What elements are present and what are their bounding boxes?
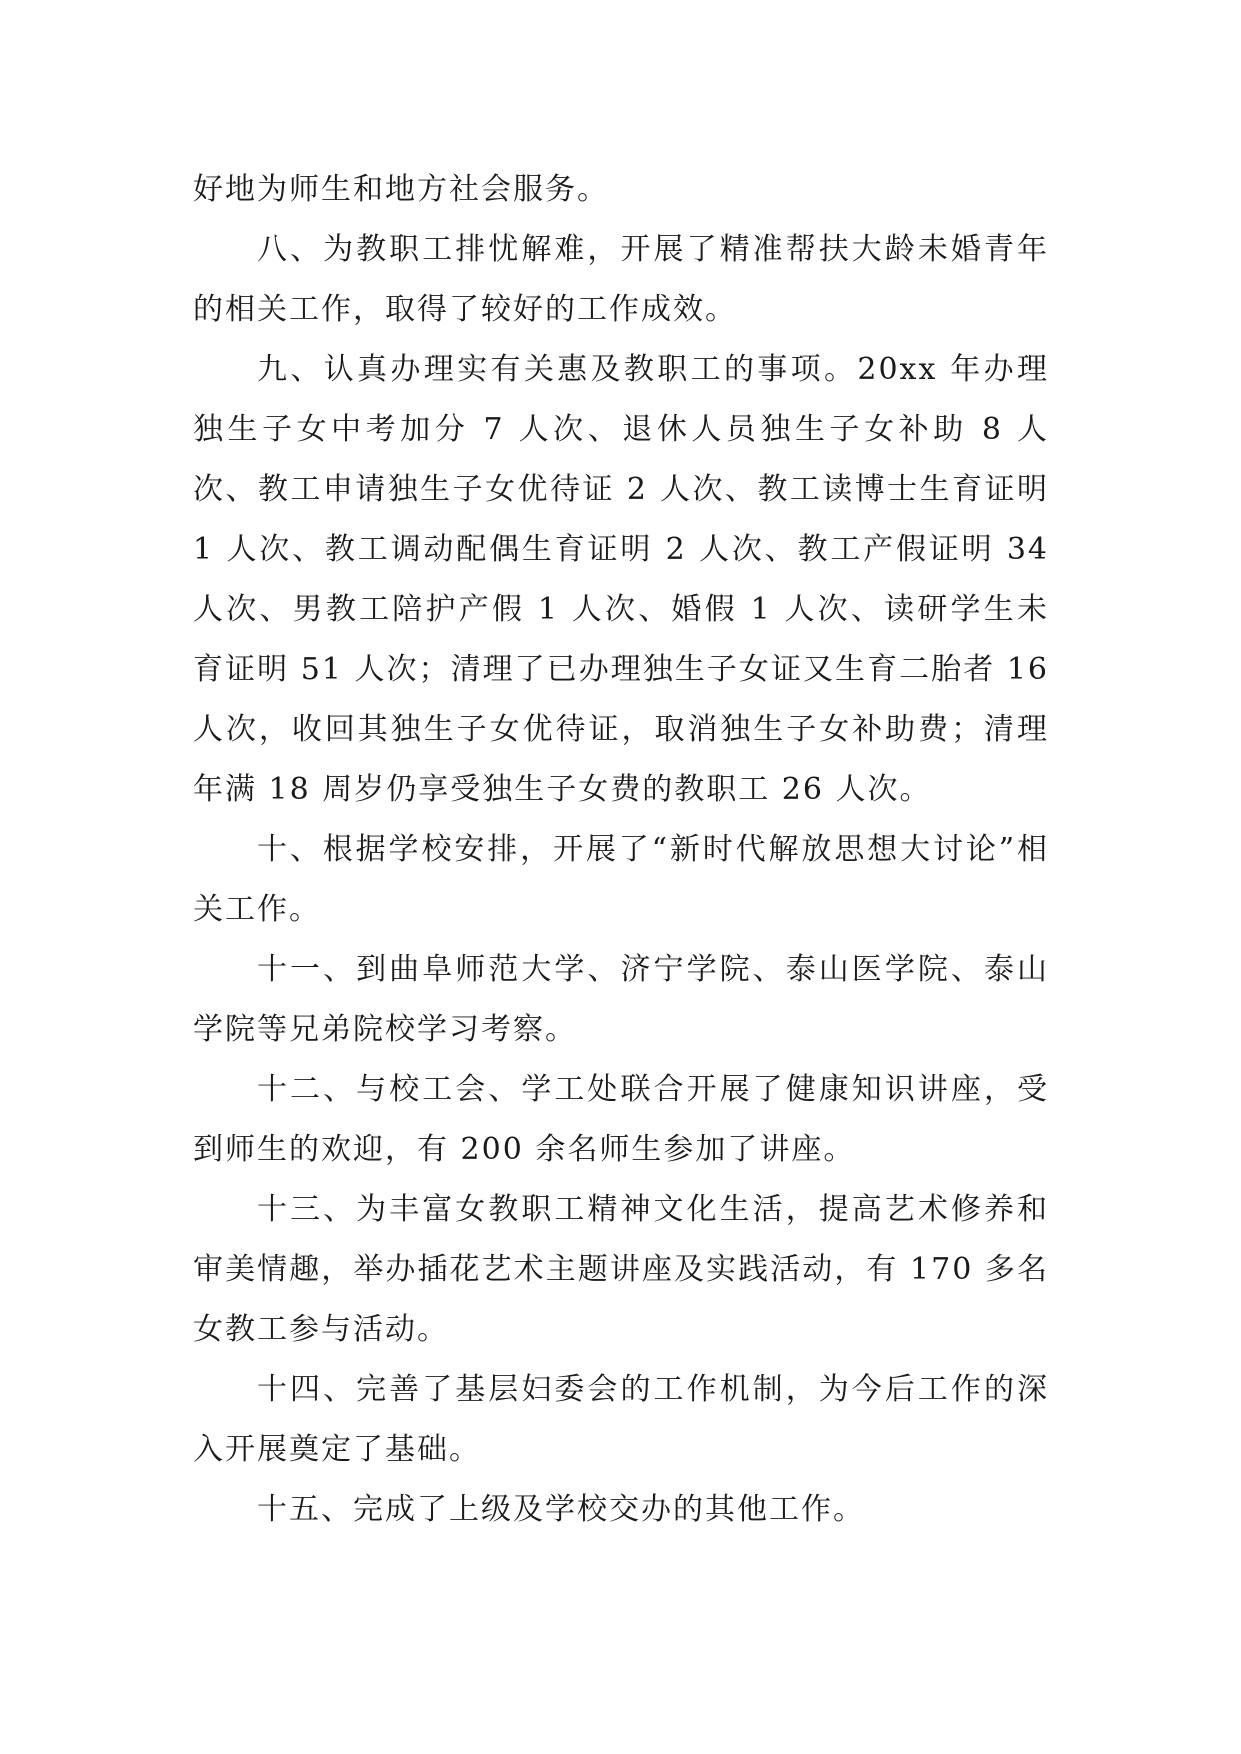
- paragraph-item-15: 十五、完成了上级及学校交办的其他工作。: [257, 1492, 865, 1527]
- paragraph-item-13: 十三、为丰富女教职工精神文化生活，提高艺术修养和审美情趣，举办插花艺术主题讲座及实践活动，有 170 多名女教工参与活动。: [193, 1192, 1049, 1347]
- paragraph-item-10: 十、根据学校安排，开展了“新时代解放思想大讨论”相关工作。: [193, 832, 1049, 927]
- paragraph-item-9: 九、认真办理实有关惠及教职工的事项。20xx 年办理独生子女中考加分 7 人次、退休人员独生子女补助 8 人次、教工申请独生子女优待证 2 人次、教工读博士生育证明 1 人次、教工调动配偶生育证明 2 人次、教工产假证明 34 人次、男教工陪护产假 1 人次、婚假 1 人次、读研学生未育证明 51 人次；清理了已办理独生子女证又生育二胎者 16 人次，收回其独生子女优待证，取消独生子女补助费；清理年满 18 周岁仍享受独生子女费的教职工 26 人次。: [193, 352, 1049, 807]
- paragraph-continuation: 好地为师生和地方社会服务。: [193, 172, 609, 207]
- paragraph-item-14: 十四、完善了基层妇委会的工作机制，为今后工作的深入开展奠定了基础。: [193, 1372, 1049, 1467]
- paragraph-item-8: 八、为教职工排忧解难，开展了精准帮扶大龄未婚青年的相关工作，取得了较好的工作成效。: [193, 232, 1049, 327]
- paragraph-item-12: 十二、与校工会、学工处联合开展了健康知识讲座，受到师生的欢迎，有 200 余名师生参加了讲座。: [193, 1072, 1049, 1167]
- paragraph-item-11: 十一、到曲阜师范大学、济宁学院、泰山医学院、泰山学院等兄弟院校学习考察。: [193, 952, 1049, 1047]
- document-body: [193, 160, 1049, 1540]
